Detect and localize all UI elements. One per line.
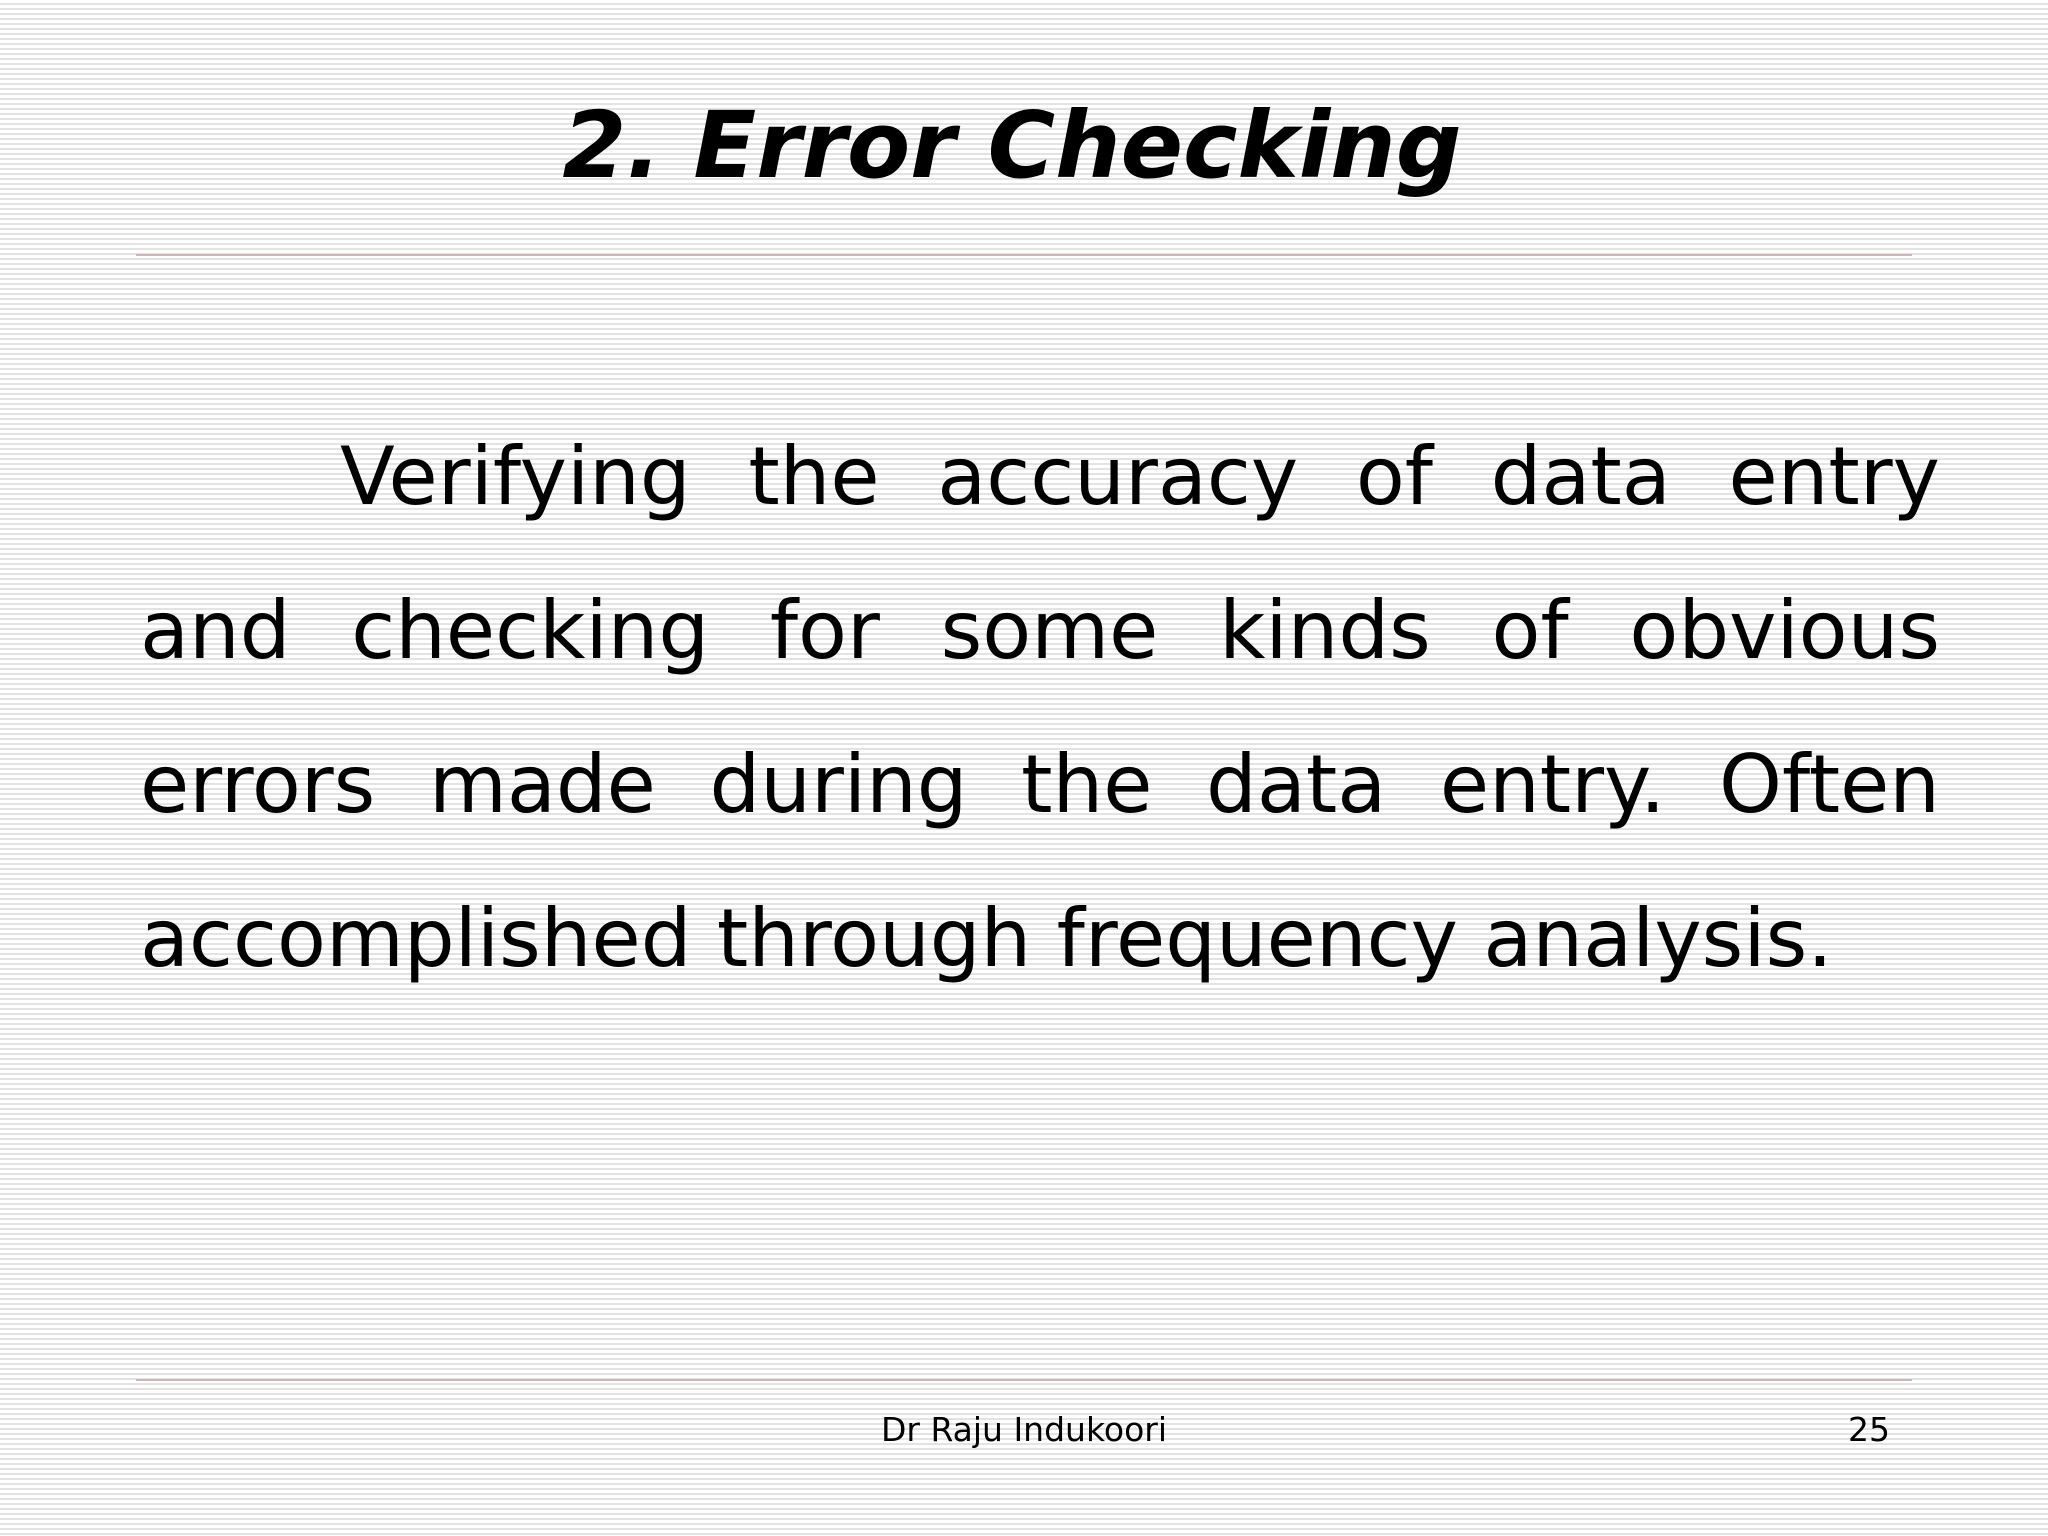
page-number: 25 <box>1848 1410 1890 1449</box>
footer-author: Dr Raju Indukoori <box>880 1410 1168 1449</box>
footer-divider <box>136 1379 1912 1381</box>
slide-body-text: Verifying the accuracy of data entry and checking for some kinds of obvious errors made during the data entry. Often accomplished through frequency analysis. <box>140 430 1940 985</box>
slide-title: 2. Error Checking <box>562 92 1462 199</box>
title-divider <box>136 254 1912 256</box>
